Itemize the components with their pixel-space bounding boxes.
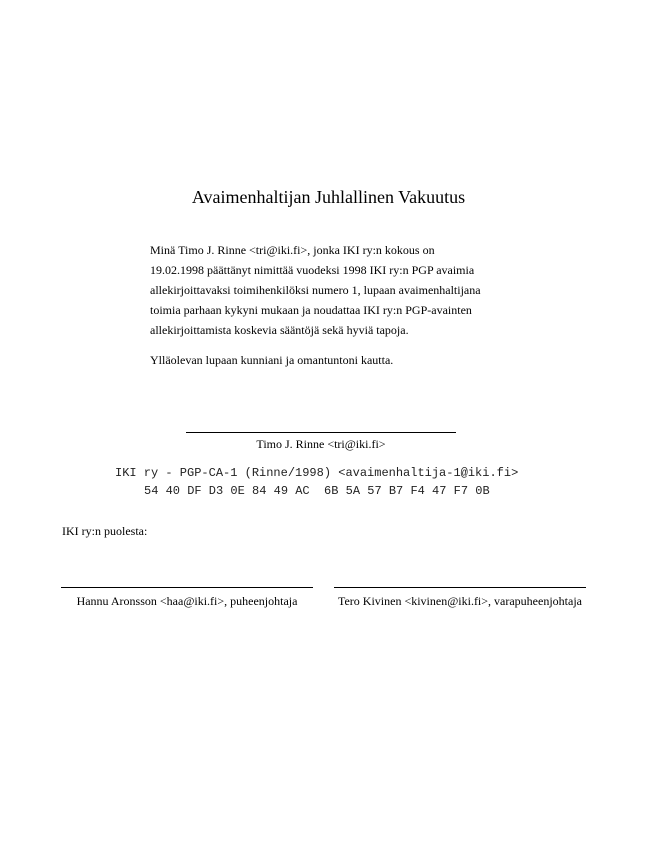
declaration-paragraph	[150, 240, 550, 340]
declaration-line: allekirjoittavaksi toimihenkilöksi numero 1, lupaan avaimenhaltijana	[150, 283, 481, 297]
witness-signature-line	[334, 587, 586, 588]
declaration-line: allekirjoittamista koskevia sääntöjä sekä hyviä tapoja.	[150, 323, 409, 337]
key-id-line: IKI ry - PGP-CA-1 (Rinne/1998) <avaimenhaltija-1@iki.fi>	[115, 466, 519, 480]
signer-name: Timo J. Rinne <tri@iki.fi>	[256, 437, 386, 451]
declaration-line: toimia parhaan kykyni mukaan ja noudattaa IKI ry:n PGP-avainten	[150, 303, 472, 317]
declaration-line: 19.02.1998 päättänyt nimittää vuodeksi 1998 IKI ry:n PGP avaimia	[150, 263, 475, 277]
signer-signature-line	[186, 432, 456, 433]
document-title: Avaimenhaltijan Juhlallinen Vakuutus	[191, 187, 466, 207]
on-behalf-label: IKI ry:n puolesta:	[62, 524, 148, 538]
closing-line: Ylläolevan lupaan kunniani ja omantuntoni kautta.	[150, 353, 394, 367]
declaration-line: Minä Timo J. Rinne <tri@iki.fi>, jonka IKI ry:n kokous on	[150, 243, 435, 257]
witness-name: Hannu Aronsson <haa@iki.fi>, puheenjohtaja	[76, 594, 298, 608]
witness-name: Tero Kivinen <kivinen@iki.fi>, varapuheenjohtaja	[337, 594, 582, 608]
closing-paragraph	[150, 350, 550, 370]
key-fingerprint: 54 40 DF D3 0E 84 49 AC 6B 5A 57 B7 F4 47 F7 0B	[144, 484, 490, 498]
witness-signature-line	[61, 587, 313, 588]
